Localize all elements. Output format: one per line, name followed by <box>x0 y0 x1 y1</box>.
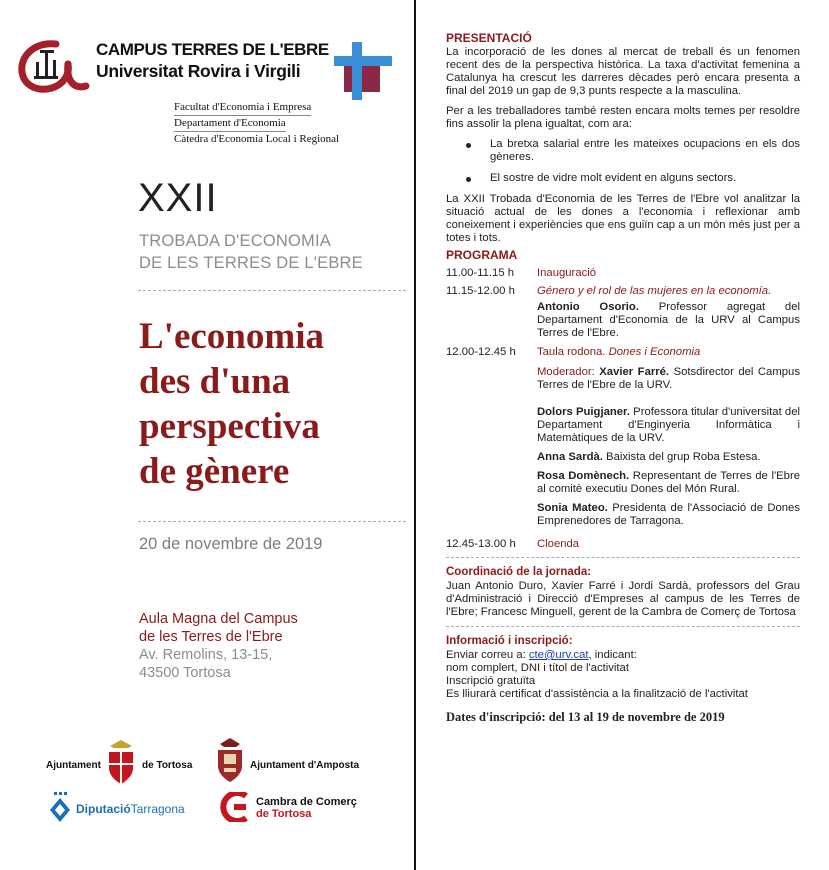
speaker-desc: Representant de Terres de l'Ebre al comitè executiu Dones del Món Rural. <box>537 470 800 495</box>
sponsor-cambra-line2: de Tortosa <box>256 808 312 820</box>
venue-line1: Aula Magna del Campus <box>139 611 298 627</box>
presentacio-bullets <box>446 138 800 185</box>
inscripcio-line1 <box>446 649 800 662</box>
sponsor-tortosa-left: Ajuntament <box>46 760 101 771</box>
inscription-dates: Dates d'inscripció: del 13 al 19 de novembre de 2019 <box>446 710 725 724</box>
sponsor-tortosa-right: de Tortosa <box>142 760 193 771</box>
venue-line2: de les Terres de l'Ebre <box>139 629 283 645</box>
title-line3: perspectiva <box>139 406 320 447</box>
right-panel <box>446 32 800 724</box>
speaker-entry <box>537 502 800 528</box>
program-row <box>446 346 800 359</box>
sponsor-diputacio-a: Diputació <box>76 802 131 816</box>
faculty-name: Facultat d'Economia i Empresa <box>174 100 311 116</box>
address-line2: 43500 Tortosa <box>139 665 231 681</box>
program-time: 12.00-12.45 h <box>446 346 516 358</box>
venue-block <box>139 610 298 682</box>
campus-line2: Universitat Rovira i Virgili <box>96 61 301 81</box>
left-panel <box>0 0 408 870</box>
speaker-name: Dolors Puigjaner. <box>537 406 630 418</box>
program-time: 12.45-13.00 h <box>446 538 516 550</box>
column-divider <box>414 0 416 870</box>
divider <box>446 626 800 627</box>
coordinacio-text: Juan Antonio Duro, Xavier Farré i Jordi Sardà, professors del Grau d'Administració i Direcció d'Empreses al campus de les Terres de l'Ebre; Francesc Minguell, gerent de la Cambra de Comerç de Tortosa <box>446 580 800 618</box>
speaker-name: Anna Sardà. <box>537 451 603 463</box>
edition-number: XXII <box>138 176 218 220</box>
speaker-name: Xavier Farré. <box>599 366 670 378</box>
program-row <box>446 285 800 298</box>
programa-title: PROGRAMA <box>446 248 518 262</box>
presentacio-p3: La XXII Trobada d'Economia de les Terres de l'Ebre vol analitzar la situació actual de les dones a l'economia i reflexionar amb coneixement i experiències que ens guiïn cap a un món més just per a totes i tots. <box>446 193 800 244</box>
inscripcio-title: Informació i inscripció: <box>446 635 573 647</box>
bullet-text: El sostre de vidre molt evident en alguns sectors. <box>490 172 737 184</box>
campus-cross-icon <box>330 42 392 100</box>
speaker-name: Rosa Domènech. <box>537 470 630 482</box>
inscripcio-line1-b: , indicant: <box>588 649 637 661</box>
sponsor-cambra <box>256 796 357 820</box>
divider-bottom <box>138 521 406 522</box>
bullet-dot-icon <box>466 177 471 182</box>
cambra-logo-icon <box>220 792 254 822</box>
event-name <box>139 230 363 274</box>
list-item <box>446 172 800 185</box>
chair-name: Càtedra d'Economia Local i Regional <box>174 133 340 145</box>
divider <box>446 557 800 558</box>
speaker-desc: Sotsdirector del Campus Terres de l'Ebre de la URV. <box>537 366 800 391</box>
faculty-block <box>174 100 339 147</box>
email-link[interactable]: cte@urv.cat <box>528 649 589 661</box>
program-time: 11.15-12.00 h <box>446 285 515 297</box>
list-item <box>446 138 800 164</box>
coordinacio-title: Coordinació de la jornada: <box>446 566 592 578</box>
event-name-line1: TROBADA D'ECONOMIA <box>139 232 331 250</box>
moderator-entry <box>537 366 800 392</box>
program-event: Inauguració <box>537 267 597 279</box>
urv-logo-icon <box>16 36 94 96</box>
bullet-text: La bretxa salarial entre les mateixes ocupacions en els dos gèneres. <box>490 138 800 163</box>
presentacio-title: PRESENTACIÓ <box>446 31 532 45</box>
event-date: 20 de novembre de 2019 <box>139 535 323 553</box>
presentacio-p1: La incorporació de les dones al mercat de treball és un fenomen recent des de la perspectiva històrica. La taxa d'activitat femenina a Catalunya ha crescut les darreres dècades però encara presenta a final del 2019 un gap de 9,3 punts respecte a la masculina. <box>446 46 800 97</box>
sponsor-diputacio <box>76 802 185 816</box>
divider-top <box>138 290 406 291</box>
campus-name <box>96 40 329 82</box>
amposta-shield-icon <box>214 738 246 782</box>
inscripcio-line1-a: Enviar correu a: <box>446 649 529 661</box>
program-event <box>537 346 800 359</box>
speaker-desc: Presidenta de l'Associació de Dones Emprenedores de Tarragona. <box>537 502 800 527</box>
program-event-a: Taula rodona. <box>537 346 609 358</box>
speaker-desc: Professor agregat del Departament d'Economia de la URV al Campus Terres de l'Ebre. <box>537 301 800 339</box>
title-line1: L'economia <box>139 316 324 357</box>
inscripcio-line4: Es lliurarà certificat d'assistència a la finalització de l'activitat <box>446 688 748 700</box>
moderator-label: Moderador: <box>537 366 600 378</box>
sponsor-logos <box>40 730 410 840</box>
program-event: Cloenda <box>537 538 580 550</box>
speaker-desc: Professora titular d'universitat del Departament d'Enginyeria Informàtica i Matemàtiques de la URV. <box>537 406 800 444</box>
diputacio-logo-icon <box>48 792 72 822</box>
sponsor-diputacio-b: Tarragona <box>130 802 185 816</box>
program-event: Género y el rol de las mujeres en la economía. <box>537 285 772 297</box>
campus-line1: CAMPUS TERRES DE L'EBRE <box>96 40 329 59</box>
spacer <box>446 398 800 406</box>
program-row <box>446 538 800 551</box>
title-line4: de gènere <box>139 451 290 492</box>
header-logos <box>16 36 396 96</box>
presentacio-p2: Per a les treballadores també resten encara molts temes per resoldre fins assolir la plena igualtat, com ara: <box>446 105 800 130</box>
department-name: Departament d'Economia <box>174 116 286 132</box>
inscripcio-line3: Inscripció gratuïta <box>446 675 536 687</box>
main-title <box>139 314 324 494</box>
sponsor-cambra-line1: Cambra de Comerç <box>256 796 357 808</box>
speaker-entry <box>537 451 800 464</box>
speaker-name: Sonia Mateo. <box>537 502 608 514</box>
program-row <box>446 267 800 280</box>
bullet-dot-icon <box>466 143 471 148</box>
speaker-entry <box>537 301 800 340</box>
program-event-b: Dones i Economia <box>608 346 701 358</box>
address-line1: Av. Remolins, 13-15, <box>139 647 273 663</box>
speaker-entry <box>537 406 800 445</box>
speaker-entry <box>537 470 800 496</box>
sponsor-amposta: Ajuntament d'Amposta <box>250 760 360 771</box>
program-time: 11.00-11.15 h <box>446 267 515 279</box>
tortosa-shield-icon <box>106 740 136 784</box>
event-name-line2: DE LES TERRES DE L'EBRE <box>139 254 363 272</box>
speaker-desc: Baixista del grup Roba Estesa. <box>602 451 761 463</box>
title-line2: des d'una <box>139 361 291 402</box>
inscripcio-line2: nom complert, DNI i títol de l'activitat <box>446 662 629 674</box>
speaker-name: Antonio Osorio. <box>537 301 639 313</box>
